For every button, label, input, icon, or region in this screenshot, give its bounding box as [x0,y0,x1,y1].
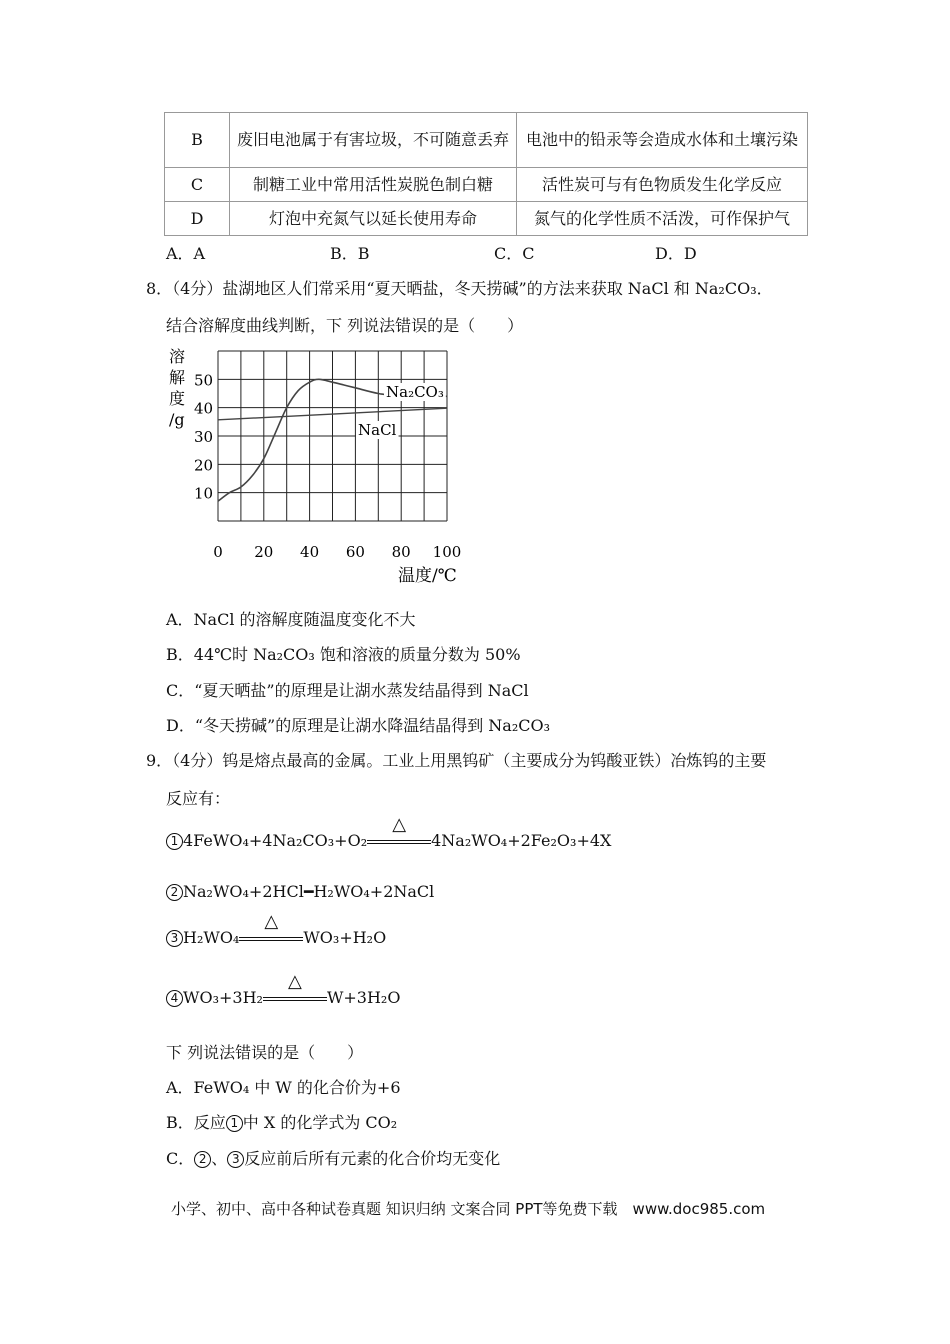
y-label-char: /g [169,410,185,429]
table-row [165,202,808,236]
answer-c: C．C [494,244,535,263]
eq4-right: W+3H₂O [326,988,401,1007]
q9-stem-line2: 反应有： [166,789,231,808]
equation-2 [166,882,434,901]
x-tick-label: 60 [345,543,365,561]
option-b-text: 中 X 的化学式为 CO₂ [242,1113,398,1132]
option-c-text: 反应前后所有元素的化合价均无变化 [244,1149,501,1168]
q9-option-a: A．FeWO₄ 中 W 的化合价为+6 [166,1078,401,1097]
solubility-chart [160,340,480,590]
eq4-left: WO₃+3H₂ [183,988,263,1007]
x-tick-label: 0 [213,543,223,561]
circled-number: 2 [166,884,183,901]
delta-icon: △ [288,970,302,992]
y-tick-label: 20 [194,456,214,475]
x-tick-label: 100 [432,543,462,561]
row-fact: 废旧电池属于有害垃圾，不可随意丢弃 [230,113,517,168]
answer-b: B．B [330,244,370,263]
row-reason: 氮气的化学性质不活泼，可作保护气 [517,202,808,236]
equation-4 [166,970,401,1007]
row-reason: 电池中的铅汞等会造成水体和土壤污染 [517,113,808,168]
row-fact: 制糖工业中常用活性炭脱色制白糖 [230,168,517,202]
q8-option-c: C．“夏天晒盐”的原理是让湖水蒸发结晶得到 NaCl [166,681,529,700]
answer-d: D．D [655,244,697,263]
y-tick-label: 50 [194,371,214,390]
circled-number: 3 [227,1151,244,1168]
q8-option-a: A．NaCl 的溶解度随温度变化不大 [166,610,416,629]
table-row [165,168,808,202]
delta-icon: △ [264,910,279,932]
y-tick-label: 10 [194,484,214,503]
circled-number: 1 [166,833,183,850]
eq1-right: 4Na₂WO₄+2Fe₂O₃+4X [431,831,612,850]
q8-stem-line1: 8．（4分）盐湖地区人们常采用“夏天晒盐，冬天捞碱”的方法来获取 NaCl 和 Na₂CO₃． [146,279,773,298]
option-b-prefix: B．反应 [166,1113,226,1132]
eq2-text: Na₂WO₄+2HCl━H₂WO₄+2NaCl [183,882,435,901]
q9-sub-stem: 下 列说法错误的是（ ） [166,1043,364,1062]
y-label-char: 解 [169,368,186,387]
eq1-left: 4FeWO₄+4Na₂CO₃+O₂ [183,831,368,850]
y-axis-label [169,347,185,429]
y-label-char: 溶 [169,347,186,366]
table-row [165,113,808,168]
x-tick-label: 20 [254,543,274,561]
circled-number: 4 [166,990,183,1007]
row-letter: D [165,202,230,236]
eq3-left: H₂WO₄ [183,928,240,947]
heat-arrow [239,910,303,941]
x-tick-label: 80 [391,543,411,561]
circled-number: 1 [226,1115,243,1132]
chart-grid [218,351,447,521]
option-c-prefix: C． [166,1149,195,1168]
series-label-nacl: NaCl [358,421,397,439]
circled-number: 3 [166,930,183,947]
delta-icon: △ [392,813,407,835]
y-ticks [194,371,213,502]
q9-option-b [166,1110,397,1133]
x-tick-label: 40 [300,543,320,561]
answer-a: A．A [166,244,206,263]
q9-option-c [166,1146,500,1169]
circled-number: 2 [194,1151,211,1168]
heat-arrow [263,970,327,1001]
q9-stem-line1: 9．（4分）钨是熔点最高的金属。工业上用黑钨矿（主要成分为钨酸亚铁）冶炼钨的主要 [146,751,767,770]
option-c-sep: 、 [211,1149,228,1168]
y-tick-label: 40 [194,399,214,418]
row-letter: B [165,113,230,168]
q8-option-b: B．44℃时 Na₂CO₃ 饱和溶液的质量分数为 50% [166,645,521,664]
options-table [164,112,808,236]
row-letter: C [165,168,230,202]
q8-option-d: D．“冬天捞碱”的原理是让湖水降温结晶得到 Na₂CO₃ [166,716,551,735]
eq3-right: WO₃+H₂O [303,928,387,947]
y-tick-label: 30 [194,428,214,446]
q8-stem-line2: 结合溶解度曲线判断，下 列说法错误的是（ ） [166,316,524,335]
equation-3 [166,910,387,947]
row-reason: 活性炭可与有色物质发生化学反应 [517,168,808,202]
equation-1 [166,813,612,850]
y-label-char: 度 [169,389,186,408]
heat-arrow [367,813,431,844]
x-axis-label: 温度/℃ [398,566,457,586]
x-ticks [213,543,461,561]
row-fact: 灯泡中充氮气以延长使用寿命 [230,202,517,236]
series-label-na2co3: Na₂CO₃ [386,383,444,401]
page-footer: 小学、初中、高中各种试卷真题 知识归纳 文案合同 PPT等免费下载 www.doc985.com [171,1200,766,1218]
